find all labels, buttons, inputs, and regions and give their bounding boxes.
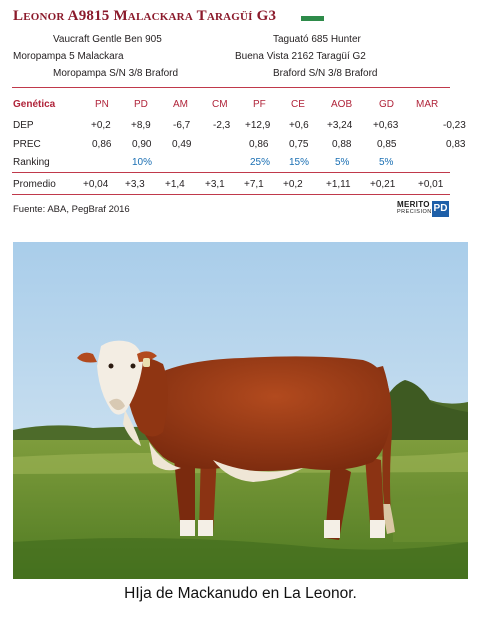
row-label: Ranking: [13, 157, 50, 168]
table-cell: 0,85: [377, 139, 397, 150]
table-cell: +8,9: [131, 120, 151, 131]
table-cell: +1,11: [326, 179, 351, 190]
table-cell: +3,24: [327, 120, 353, 131]
pedigree-dam: Buena Vista 2162 Taragüí G2: [235, 51, 366, 62]
column-header: AOB: [331, 99, 353, 110]
table-cell: 0,75: [289, 139, 309, 150]
row-label: PREC: [13, 139, 41, 150]
row-label: DEP: [13, 120, 34, 131]
table-cell: +0,2: [91, 120, 111, 131]
table-cell: +0,63: [373, 120, 399, 131]
divider: [12, 172, 450, 173]
column-header: PF: [253, 99, 266, 110]
table-cell: 10%: [132, 157, 153, 168]
table-cell: 0,83: [446, 139, 466, 150]
pedigree-dam-dam: Braford S/N 3/8 Braford: [273, 68, 378, 79]
table-cell: 0,49: [172, 139, 192, 150]
row-label: Promedio: [13, 179, 56, 190]
table-cell: 0,88: [332, 139, 352, 150]
table-cell: +0,2: [283, 179, 303, 190]
table-cell: 0,86: [249, 139, 269, 150]
divider: [12, 87, 450, 88]
table-cell: -0,23: [443, 120, 466, 131]
table-cell: -6,7: [173, 120, 191, 131]
cow-photo: [13, 242, 468, 579]
table-cell: +3,3: [125, 179, 145, 190]
table-row: [13, 120, 469, 133]
page-title: Leonor A9815 Malackara Taragüí G3: [13, 8, 277, 24]
column-header: MAR: [416, 99, 439, 110]
table-cell: 5%: [335, 157, 350, 168]
pedigree-sire-dam: Moropampa S/N 3/8 Braford: [53, 68, 179, 79]
column-header: GD: [379, 99, 394, 110]
table-row: [13, 139, 469, 152]
table-cell: 0,86: [92, 139, 112, 150]
table-cell: +3,1: [205, 179, 225, 190]
table-row: [13, 157, 469, 170]
column-header: PN: [95, 99, 109, 110]
column-header: CE: [291, 99, 305, 110]
table-cell: +0,01: [418, 179, 444, 190]
pd-logo-icon: PD: [432, 201, 449, 217]
table-row: [13, 179, 469, 192]
source-note: Fuente: ABA, PegBraf 2016: [13, 204, 130, 215]
pedigree-sire-sire: Vaucraft Gentle Ben 905: [53, 34, 162, 45]
column-header: PD: [134, 99, 148, 110]
photo-caption: HIja de Mackanudo en La Leonor.: [124, 585, 357, 602]
table-cell: +0,6: [289, 120, 309, 131]
column-header: AM: [173, 99, 188, 110]
table-cell: +12,9: [245, 120, 271, 131]
table-cell: 25%: [250, 157, 271, 168]
pedigree-dam-sire: Taguató 685 Hunter: [273, 34, 361, 45]
merito-precision-logo: MERITO PRECISION PD: [397, 200, 448, 215]
divider: [12, 194, 450, 195]
table-cell: +0,04: [83, 179, 109, 190]
table-header-row: [13, 99, 469, 112]
flag-icon: [301, 16, 324, 21]
table-cell: 15%: [289, 157, 310, 168]
table-cell: +7,1: [244, 179, 264, 190]
table-cell: 0,90: [132, 139, 152, 150]
table-cell: +1,4: [165, 179, 185, 190]
table-cell: 5%: [379, 157, 394, 168]
column-header: CM: [212, 99, 228, 110]
pedigree-sire: Moropampa 5 Malackara: [13, 51, 124, 62]
table-cell: +0,21: [370, 179, 396, 190]
table-header-label: Genética: [13, 99, 56, 110]
table-cell: -2,3: [213, 120, 231, 131]
